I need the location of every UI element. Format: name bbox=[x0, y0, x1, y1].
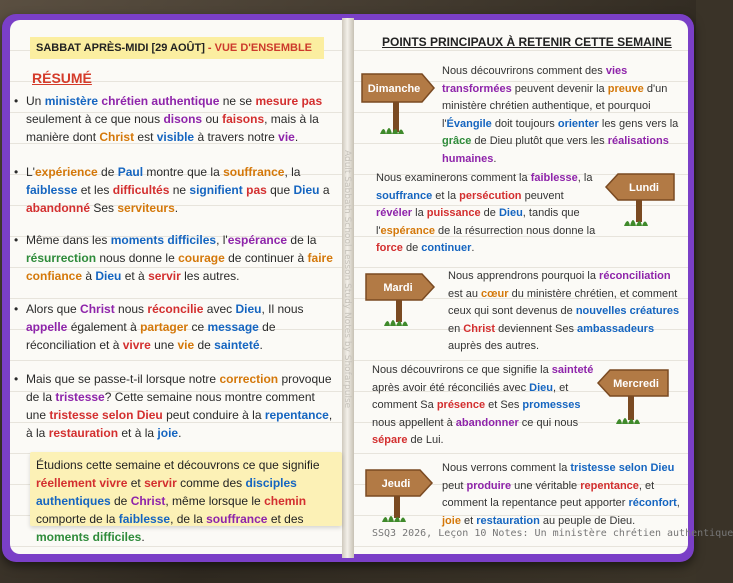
study-note bbox=[30, 452, 342, 544]
highlight-text: ministère bbox=[44, 94, 99, 108]
plain-text: deviennent Ses bbox=[495, 322, 578, 335]
highlight-text: faisons bbox=[222, 112, 265, 126]
plain-text: de bbox=[194, 338, 215, 352]
highlight-text: nouvelles créatures bbox=[575, 305, 680, 317]
plain-text: et bbox=[460, 514, 477, 527]
highlight-text: abandonné bbox=[26, 201, 91, 215]
plain-text: de continuer à bbox=[224, 251, 308, 265]
footer: SSQ3 2026, Leçon 10 Notes: Un ministère chrétien authentique bbox=[372, 528, 733, 539]
highlight-text: orienter bbox=[557, 117, 599, 130]
plain-text: seulement à ce que nous bbox=[26, 112, 164, 126]
highlight-text: restauration bbox=[48, 426, 119, 440]
highlight-text: sépare bbox=[372, 434, 408, 446]
highlight-text: espérance bbox=[227, 233, 288, 247]
highlight-text: Christ bbox=[130, 494, 166, 508]
day-label: Lundi bbox=[629, 182, 659, 194]
highlight-text: difficultés bbox=[112, 183, 170, 197]
plain-text: , bbox=[676, 497, 680, 509]
plain-text: nous bbox=[114, 302, 148, 316]
highlight-text: Paul bbox=[117, 165, 144, 179]
header-sep: - bbox=[204, 42, 215, 54]
plain-text: de réconciliation et à bbox=[26, 320, 276, 352]
highlight-text: Dieu bbox=[293, 183, 320, 197]
plain-text: ou bbox=[202, 112, 223, 126]
plain-text: de la résurrection nous donne la bbox=[434, 224, 596, 237]
highlight-text: joie bbox=[157, 426, 179, 440]
bullet-text bbox=[26, 370, 336, 442]
plain-text: , la bbox=[284, 165, 301, 179]
highlight-text: ambassadeurs bbox=[577, 322, 655, 335]
plain-text: Nous découvrirons ce que signifie la bbox=[372, 364, 552, 376]
plain-text: , et comment Sa bbox=[372, 381, 569, 411]
highlight-text: repentance bbox=[580, 479, 639, 492]
bullet-text bbox=[26, 163, 336, 217]
highlight-text: disciples authentiques bbox=[36, 476, 297, 508]
highlight-text: faiblesse bbox=[26, 183, 78, 197]
plain-text: nous donne le bbox=[96, 251, 179, 265]
highlight-text: abandonner bbox=[455, 416, 519, 429]
highlight-text: produire bbox=[466, 479, 512, 492]
highlight-text: chemin bbox=[264, 494, 307, 508]
highlight-text: message bbox=[207, 320, 259, 334]
highlight-text: courage bbox=[178, 251, 225, 265]
highlight-text: souffrance bbox=[206, 512, 268, 526]
bullet-text bbox=[26, 231, 336, 285]
plain-text: . bbox=[294, 130, 299, 144]
plain-text: du ministère chrétien, et comment ceux qui sont devenus de bbox=[448, 287, 678, 317]
plain-text: comme des bbox=[176, 476, 246, 490]
plain-text: peuvent bbox=[521, 189, 564, 202]
highlight-text: espérance bbox=[380, 224, 435, 237]
day-label: Dimanche bbox=[367, 83, 421, 95]
highlight-text: moments difficiles bbox=[110, 233, 217, 247]
plain-text: que bbox=[266, 183, 294, 197]
highlight-text: Évangile bbox=[446, 117, 492, 130]
highlight-text: vie bbox=[278, 130, 295, 144]
day-label: Mardi bbox=[383, 282, 413, 294]
day-label: Mercredi bbox=[613, 378, 659, 390]
plain-text: d'un ministère chrétien authentique, et pourquoi l' bbox=[442, 82, 668, 130]
plain-text: les gens vers la bbox=[598, 117, 679, 130]
plain-text: de Lui. bbox=[407, 434, 444, 446]
highlight-text: correction bbox=[219, 372, 279, 386]
highlight-text: serviteurs bbox=[117, 201, 175, 215]
plain-text: . bbox=[493, 152, 497, 165]
plain-text: une véritable bbox=[511, 479, 581, 492]
highlight-text: présence bbox=[436, 399, 486, 411]
watermark: Adult Sabbath School Lesson Study Notes by Shofarpulse bbox=[342, 150, 352, 409]
day-text-dimanche bbox=[442, 63, 682, 168]
plain-text: , mais à la manière dont bbox=[26, 112, 319, 144]
highlight-text: vies transformées bbox=[442, 65, 628, 95]
highlight-text: souffrance bbox=[223, 165, 285, 179]
plain-text: , la bbox=[577, 172, 593, 184]
plain-text: peut conduire à la bbox=[162, 408, 265, 422]
highlight-text: puissance bbox=[426, 207, 481, 219]
plain-text: ce qui nous bbox=[518, 416, 579, 429]
bullet-text bbox=[26, 300, 336, 354]
header-date: SABBAT APRÈS-MIDI [29 AOÛT] bbox=[36, 42, 205, 54]
highlight-text: résurrection bbox=[26, 251, 97, 265]
plain-text: Ses bbox=[90, 201, 118, 215]
highlight-text: tristesse selon Dieu bbox=[49, 408, 163, 422]
plain-text: , à la bbox=[26, 408, 333, 440]
plain-text: , de la bbox=[170, 512, 207, 526]
highlight-text: servir bbox=[144, 476, 177, 490]
plain-text: , et comment la repentance peut apporter bbox=[442, 479, 655, 509]
highlight-text: Dieu bbox=[95, 269, 122, 283]
highlight-text: continuer bbox=[421, 242, 472, 254]
plain-text: , tandis que l' bbox=[376, 207, 580, 237]
highlight-text: tristesse bbox=[55, 390, 105, 404]
header-tail: VUE D'ENSEMBLE bbox=[214, 42, 313, 54]
plain-text: de bbox=[480, 207, 499, 219]
plain-text: de Dieu plutôt que vers les bbox=[471, 135, 608, 147]
highlight-text: réellement vivre bbox=[36, 476, 128, 490]
plain-text: au peuple de Dieu. bbox=[539, 514, 636, 527]
signpost-mardi-icon bbox=[364, 268, 440, 330]
plain-text: à bbox=[82, 269, 96, 283]
highlight-text: tristesse selon Dieu bbox=[570, 462, 675, 474]
left-header bbox=[30, 37, 324, 59]
highlight-text: sainteté bbox=[214, 338, 260, 352]
highlight-text: joie bbox=[442, 514, 461, 527]
signpost-dimanche-icon bbox=[360, 66, 436, 140]
plain-text: , même lorsque le bbox=[165, 494, 265, 508]
plain-text: . bbox=[178, 426, 182, 440]
highlight-text: visible bbox=[156, 130, 195, 144]
plain-text: et bbox=[127, 476, 145, 490]
highlight-text: révéler bbox=[376, 207, 413, 219]
plain-text: et les bbox=[77, 183, 113, 197]
highlight-text: moments difficiles bbox=[36, 530, 142, 544]
plain-text: peut bbox=[442, 479, 467, 492]
plain-text: Un bbox=[26, 94, 45, 108]
highlight-text: chrétien authentique bbox=[101, 94, 220, 108]
plain-text: comporte de la bbox=[36, 512, 119, 526]
highlight-text: Dieu bbox=[529, 381, 553, 394]
plain-text: Alors que bbox=[26, 302, 81, 316]
plain-text: la bbox=[412, 207, 427, 219]
plain-text: , l' bbox=[216, 233, 228, 247]
plain-text: peuvent devenir la bbox=[511, 82, 608, 95]
highlight-text: grâce bbox=[442, 135, 472, 147]
plain-text: une bbox=[150, 338, 178, 352]
highlight-text: force bbox=[376, 242, 403, 254]
plain-text: . bbox=[141, 530, 145, 544]
plain-text: Nous découvrirons comment des bbox=[442, 65, 606, 77]
plain-text: montre que la bbox=[143, 165, 224, 179]
highlight-text: faire confiance bbox=[26, 251, 333, 283]
day-text-mardi bbox=[448, 268, 684, 356]
highlight-text: réconcilie bbox=[147, 302, 204, 316]
day-text-jeudi bbox=[442, 460, 682, 530]
highlight-text: vie bbox=[177, 338, 195, 352]
highlight-text: réconfort bbox=[628, 497, 677, 509]
highlight-text: repentance bbox=[264, 408, 329, 422]
plain-text: a bbox=[319, 183, 330, 197]
plain-text: Nous examinerons comment la bbox=[376, 172, 531, 184]
plain-text: Nous apprendrons pourquoi la bbox=[448, 270, 600, 282]
highlight-text: expérience bbox=[34, 165, 98, 179]
plain-text: Nous verrons comment la bbox=[442, 462, 571, 474]
plain-text: et Ses bbox=[485, 399, 523, 411]
highlight-text: Christ bbox=[80, 302, 115, 316]
bullet-text bbox=[26, 92, 336, 146]
highlight-text: persécution bbox=[459, 189, 522, 202]
highlight-text: servir bbox=[148, 269, 181, 283]
plain-text: de la bbox=[287, 233, 317, 247]
highlight-text: sainteté bbox=[551, 364, 594, 376]
plain-text: de bbox=[402, 242, 422, 254]
plain-text: de bbox=[110, 494, 131, 508]
highlight-text: Christ bbox=[99, 130, 135, 144]
day-text-lundi bbox=[376, 170, 600, 258]
highlight-text: cœur bbox=[481, 287, 509, 300]
plain-text: ne se bbox=[219, 94, 256, 108]
highlight-text: preuve bbox=[607, 82, 644, 95]
highlight-text: mesure pas bbox=[255, 94, 323, 108]
day-text-mercredi bbox=[372, 362, 596, 450]
plain-text: et des bbox=[267, 512, 304, 526]
plain-text: à travers notre bbox=[194, 130, 279, 144]
highlight-text: disons bbox=[163, 112, 203, 126]
highlight-text: vivre bbox=[122, 338, 151, 352]
highlight-text: signifient bbox=[189, 183, 243, 197]
highlight-text: partager bbox=[140, 320, 189, 334]
plain-text: également à bbox=[67, 320, 141, 334]
highlight-text: Dieu bbox=[235, 302, 262, 316]
plain-text: ? Cette semaine nous montre comment une bbox=[26, 390, 315, 422]
signpost-lundi-icon bbox=[604, 168, 676, 230]
plain-text: et la bbox=[432, 189, 460, 202]
highlight-text: appelle bbox=[26, 320, 68, 334]
plain-text: L' bbox=[26, 165, 35, 179]
highlight-text: faiblesse bbox=[530, 172, 578, 184]
right-title: POINTS PRINCIPAUX À RETENIR CETTE SEMAINE bbox=[382, 35, 672, 49]
plain-text: . bbox=[259, 338, 263, 352]
plain-text: en bbox=[448, 322, 464, 335]
plain-text: nous appellent à bbox=[372, 416, 456, 429]
plain-text: Même dans les bbox=[26, 233, 111, 247]
plain-text: les autres. bbox=[180, 269, 240, 283]
highlight-text: souffrance bbox=[376, 189, 433, 202]
plain-text: ne bbox=[169, 183, 190, 197]
highlight-text: réalisations humaines bbox=[442, 135, 669, 165]
plain-text: . bbox=[471, 242, 475, 254]
highlight-text: faiblesse bbox=[118, 512, 171, 526]
plain-text: doit toujours bbox=[491, 117, 558, 130]
resume-title: RÉSUMÉ bbox=[32, 70, 92, 86]
plain-text: de bbox=[97, 165, 118, 179]
plain-text: après avoir été réconciliés avec bbox=[372, 381, 530, 394]
highlight-text: réconciliation bbox=[599, 270, 671, 282]
plain-text: . bbox=[174, 201, 179, 215]
plain-text: Mais que se passe-t-il lorsque notre bbox=[26, 372, 220, 386]
plain-text: est au bbox=[448, 287, 482, 300]
day-label: Jeudi bbox=[381, 478, 411, 490]
highlight-text: Dieu bbox=[498, 207, 523, 219]
plain-text: et à la bbox=[118, 426, 158, 440]
plain-text: est bbox=[134, 130, 157, 144]
highlight-text: promesses bbox=[522, 399, 581, 411]
plain-text: avec bbox=[203, 302, 236, 316]
signpost-jeudi-icon bbox=[364, 464, 436, 526]
plain-text: , Il nous bbox=[261, 302, 304, 316]
background-board: Adult Sabbath School Lesson Study Notes by Shofarpulse SABBAT APRÈS-MIDI [29 AOÛT] - VUE D'ENSEMBLE RÉSUMÉ • Un ministère chrétien authentique ne se mesure pas seulement à ce que nous disons ou faisons, mais à la manière dont Christ est visible à travers notre vie. • L'expérience de Paul montre que la souffrance, la faiblesse et les difficultés ne signifient pas que Dieu a abandonné Ses serviteurs. • Même dans les moments difficiles, l'espérance de la résurrection nous donne le courage de continuer à faire confiance à Dieu et à servir les autres. • Alors que Christ nous réconcilie avec Dieu, Il nous appelle également à partager ce message de réconciliation et à vivre une vie de sainteté. • Mais que se passe-t-il lorsque notre correction provoque de la tristesse? Cette semaine nous montre comment une tristesse selon Dieu peut conduire à la repentance, à la restauration et à la joie. Étudions cette semaine et découvrons ce que signifie réellement vivre et servir comme des disciples authentiques de Christ, même lorsque le chemin comporte de la faiblesse, de la souffrance et des moments difficiles. POINTS PRINCIPAUX À RETENIR CETTE SEMAINE Dimanche Lundi Mardi Mercredi Jeudi Nous découvrirons comment des vies transformées peuvent devenir la preuve d'un ministère chrétien authentique, et pourquoi l'Évangile doit toujours orienter les gens vers la grâce de Dieu plutôt que vers les réalisations humaines. Nous examinerons comment la faiblesse, la souffrance et la persécution peuvent révéler la puissance de Dieu, tandis que l'espérance de la résurrection nous donne la force de continuer. Nous apprendrons pourquoi la réconciliation est au cœur du ministère chrétien, et comment ceux qui sont devenus de nouvelles créatures en Christ deviennent Ses ambassadeurs auprès des autres. Nous découvrirons ce que signifie la sainteté après avoir été réconciliés avec Dieu, et comment Sa présence et Ses promesses nous appellent à abandonner ce qui nous sépare de Lui. Nous verrons comment la tristesse selon Dieu peut produire une véritable repentance, et comment la repentance peut apporter réconfort, joie et restauration au peuple de Dieu. SSQ3 2026, Leçon 10 Notes: Un ministère chrétien authentique bbox=[0, 0, 696, 583]
plain-text: auprès des autres. bbox=[448, 340, 540, 352]
highlight-text: restauration bbox=[476, 514, 540, 527]
plain-text: ce bbox=[188, 320, 208, 334]
plain-text: provoque de la bbox=[26, 372, 332, 404]
highlight-text: Christ bbox=[463, 322, 496, 335]
plain-text: et à bbox=[121, 269, 149, 283]
signpost-mercredi-icon bbox=[596, 364, 670, 428]
highlight-text: pas bbox=[246, 183, 267, 197]
plain-text: Étudions cette semaine et découvrons ce que signifie bbox=[36, 458, 320, 472]
